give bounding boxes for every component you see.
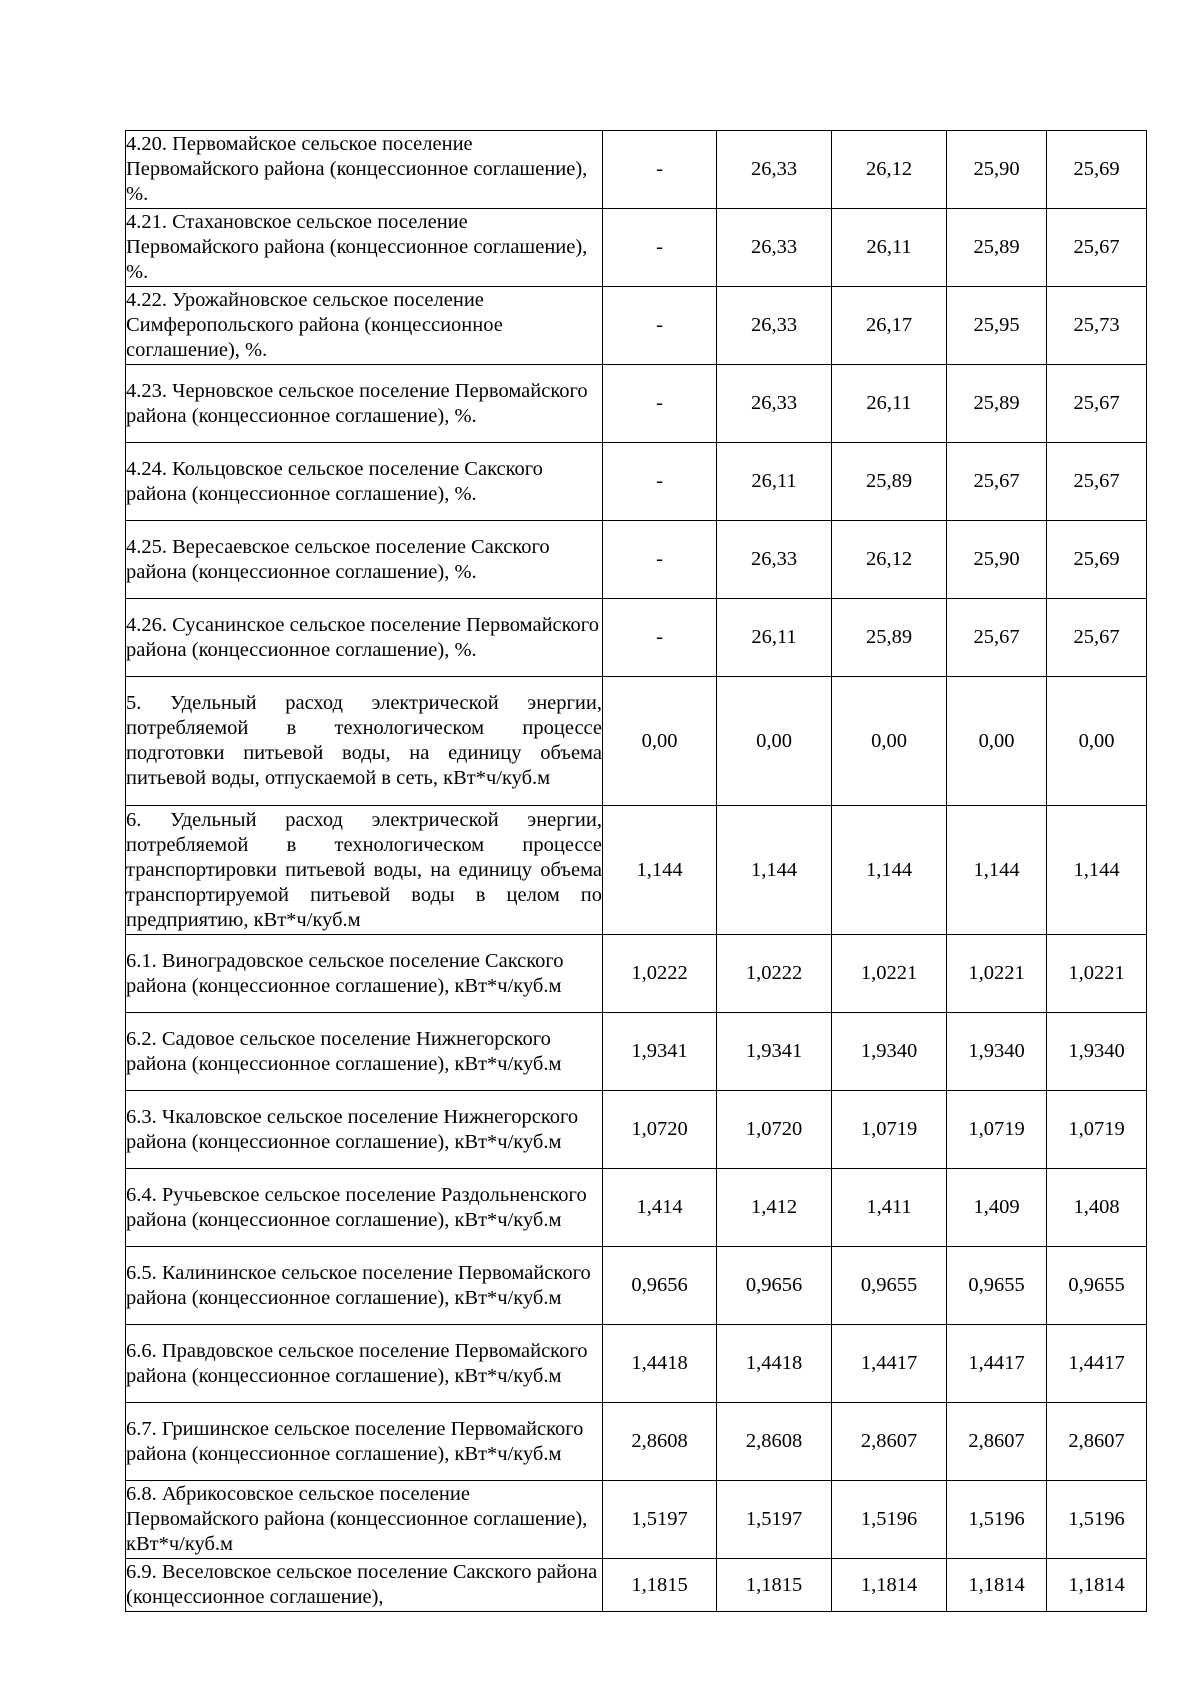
cell-value: 25,67 — [1047, 599, 1147, 677]
row-label: 4.22. Урожайновское сельское поселение Симферопольского района (концессионное соглашение), %. — [126, 287, 603, 365]
cell-value: 1,5196 — [1047, 1481, 1147, 1559]
table-row — [126, 443, 1147, 521]
cell-value: 26,33 — [717, 521, 832, 599]
indicators-table — [125, 130, 1147, 1612]
table-row — [126, 1013, 1147, 1091]
cell-value: 2,8608 — [603, 1403, 717, 1481]
cell-value: 1,0720 — [603, 1091, 717, 1169]
cell-value: 1,144 — [717, 806, 832, 935]
cell-value: 0,00 — [832, 677, 947, 806]
cell-value: 2,8607 — [832, 1403, 947, 1481]
table-row — [126, 1481, 1147, 1559]
cell-value: 1,412 — [717, 1169, 832, 1247]
row-label: 4.20. Первомайское сельское поселение Первомайского района (концессионное соглашение), %. — [126, 131, 603, 209]
table-row — [126, 209, 1147, 287]
table-row — [126, 806, 1147, 935]
cell-value: 26,12 — [832, 131, 947, 209]
cell-value: - — [603, 521, 717, 599]
table-row — [126, 935, 1147, 1013]
cell-value: 25,67 — [947, 443, 1047, 521]
cell-value: 2,8607 — [947, 1403, 1047, 1481]
table-row — [126, 1325, 1147, 1403]
cell-value: 26,11 — [717, 599, 832, 677]
cell-value: 0,00 — [717, 677, 832, 806]
cell-value: 1,0719 — [1047, 1091, 1147, 1169]
table-row — [126, 365, 1147, 443]
cell-value: 2,8608 — [717, 1403, 832, 1481]
cell-value: 1,9341 — [603, 1013, 717, 1091]
cell-value: 25,89 — [947, 209, 1047, 287]
cell-value: 26,11 — [832, 365, 947, 443]
cell-value: 2,8607 — [1047, 1403, 1147, 1481]
row-label: 6. Удельный расход электрической энергии, потребляемой в технологическом процессе транспортировки питьевой воды, на единицу объема транспортируемой питьевой воды в целом по предприятию, кВт*ч/куб.м — [126, 806, 603, 935]
cell-value: 25,69 — [1047, 131, 1147, 209]
cell-value: 1,1815 — [603, 1559, 717, 1612]
row-label: 6.4. Ручьевское сельское поселение Раздольненского района (концессионное соглашение), кВт*ч/куб.м — [126, 1169, 603, 1247]
cell-value: 1,144 — [832, 806, 947, 935]
row-label: 5. Удельный расход электрической энергии, потребляемой в технологическом процессе подготовки питьевой воды, на единицу объема питьевой воды, отпускаемой в сеть, кВт*ч/куб.м — [126, 677, 603, 806]
cell-value: 1,144 — [603, 806, 717, 935]
cell-value: 1,0221 — [832, 935, 947, 1013]
cell-value: 25,89 — [832, 599, 947, 677]
cell-value: 25,89 — [832, 443, 947, 521]
cell-value: 25,89 — [947, 365, 1047, 443]
cell-value: 25,90 — [947, 131, 1047, 209]
row-label: 6.8. Абрикосовское сельское поселение Первомайского района (концессионное соглашение), кВт*ч/куб.м — [126, 1481, 603, 1559]
cell-value: 25,90 — [947, 521, 1047, 599]
cell-value: 25,67 — [1047, 209, 1147, 287]
cell-value: 26,11 — [717, 443, 832, 521]
table-row — [126, 599, 1147, 677]
cell-value: 1,414 — [603, 1169, 717, 1247]
table-row — [126, 1403, 1147, 1481]
cell-value: 0,9656 — [717, 1247, 832, 1325]
row-label: 6.3. Чкаловское сельское поселение Нижнегорского района (концессионное соглашение), кВт*ч/куб.м — [126, 1091, 603, 1169]
cell-value: - — [603, 365, 717, 443]
cell-value: 26,33 — [717, 287, 832, 365]
cell-value: 0,9655 — [947, 1247, 1047, 1325]
cell-value: 26,33 — [717, 131, 832, 209]
row-label: 6.1. Виноградовское сельское поселение Сакского района (концессионное соглашение), кВт*ч/куб.м — [126, 935, 603, 1013]
cell-value: 1,411 — [832, 1169, 947, 1247]
cell-value: - — [603, 209, 717, 287]
cell-value: 1,9341 — [717, 1013, 832, 1091]
cell-value: 1,144 — [947, 806, 1047, 935]
cell-value: 25,67 — [1047, 365, 1147, 443]
cell-value: 25,73 — [1047, 287, 1147, 365]
cell-value: 1,4417 — [947, 1325, 1047, 1403]
cell-value: 1,0221 — [947, 935, 1047, 1013]
cell-value: - — [603, 599, 717, 677]
cell-value: 0,9655 — [1047, 1247, 1147, 1325]
cell-value: 1,0221 — [1047, 935, 1147, 1013]
row-label: 4.21. Стахановское сельское поселение Первомайского района (концессионное соглашение), %. — [126, 209, 603, 287]
cell-value: 1,4417 — [1047, 1325, 1147, 1403]
row-label: 4.23. Черновское сельское поселение Первомайского района (концессионное соглашение), %. — [126, 365, 603, 443]
cell-value: 0,9656 — [603, 1247, 717, 1325]
cell-value: 1,1814 — [832, 1559, 947, 1612]
row-label: 4.25. Вересаевское сельское поселение Сакского района (концессионное соглашение), %. — [126, 521, 603, 599]
table-row — [126, 287, 1147, 365]
cell-value: 1,4418 — [717, 1325, 832, 1403]
cell-value: 1,4418 — [603, 1325, 717, 1403]
cell-value: 1,0719 — [832, 1091, 947, 1169]
cell-value: 26,33 — [717, 365, 832, 443]
row-label: 6.9. Веселовское сельское поселение Сакского района (концессионное соглашение), — [126, 1559, 603, 1612]
cell-value: 1,5196 — [832, 1481, 947, 1559]
cell-value: 25,67 — [1047, 443, 1147, 521]
cell-value: 25,67 — [947, 599, 1047, 677]
cell-value: 1,144 — [1047, 806, 1147, 935]
cell-value: - — [603, 443, 717, 521]
cell-value: 1,5196 — [947, 1481, 1047, 1559]
cell-value: 1,0222 — [603, 935, 717, 1013]
table-row — [126, 1169, 1147, 1247]
cell-value: 25,69 — [1047, 521, 1147, 599]
row-label: 6.7. Гришинское сельское поселение Первомайского района (концессионное соглашение), кВт*ч/куб.м — [126, 1403, 603, 1481]
cell-value: 26,12 — [832, 521, 947, 599]
cell-value: 1,5197 — [603, 1481, 717, 1559]
cell-value: 1,9340 — [1047, 1013, 1147, 1091]
cell-value: 1,409 — [947, 1169, 1047, 1247]
cell-value: 1,0222 — [717, 935, 832, 1013]
cell-value: 1,9340 — [947, 1013, 1047, 1091]
cell-value: 26,17 — [832, 287, 947, 365]
cell-value: 1,408 — [1047, 1169, 1147, 1247]
row-label: 6.2. Садовое сельское поселение Нижнегорского района (концессионное соглашение), кВт*ч/куб.м — [126, 1013, 603, 1091]
table-row — [126, 1091, 1147, 1169]
cell-value: 1,1814 — [947, 1559, 1047, 1612]
row-label: 4.24. Кольцовское сельское поселение Сакского района (концессионное соглашение), %. — [126, 443, 603, 521]
table-row — [126, 1559, 1147, 1612]
cell-value: - — [603, 131, 717, 209]
table-row — [126, 521, 1147, 599]
cell-value: 0,9655 — [832, 1247, 947, 1325]
table-row — [126, 677, 1147, 806]
cell-value: - — [603, 287, 717, 365]
cell-value: 1,5197 — [717, 1481, 832, 1559]
cell-value: 0,00 — [947, 677, 1047, 806]
row-label: 6.5. Калининское сельское поселение Первомайского района (концессионное соглашение), кВт*ч/куб.м — [126, 1247, 603, 1325]
cell-value: 1,1814 — [1047, 1559, 1147, 1612]
table-row — [126, 131, 1147, 209]
row-label: 4.26. Сусанинское сельское поселение Первомайского района (концессионное соглашение), %. — [126, 599, 603, 677]
cell-value: 1,0720 — [717, 1091, 832, 1169]
cell-value: 25,95 — [947, 287, 1047, 365]
row-label: 6.6. Правдовское сельское поселение Первомайского района (концессионное соглашение), кВт*ч/куб.м — [126, 1325, 603, 1403]
cell-value: 1,0719 — [947, 1091, 1047, 1169]
cell-value: 0,00 — [603, 677, 717, 806]
cell-value: 1,1815 — [717, 1559, 832, 1612]
cell-value: 1,4417 — [832, 1325, 947, 1403]
cell-value: 1,9340 — [832, 1013, 947, 1091]
cell-value: 26,11 — [832, 209, 947, 287]
cell-value: 26,33 — [717, 209, 832, 287]
table-row — [126, 1247, 1147, 1325]
cell-value: 0,00 — [1047, 677, 1147, 806]
